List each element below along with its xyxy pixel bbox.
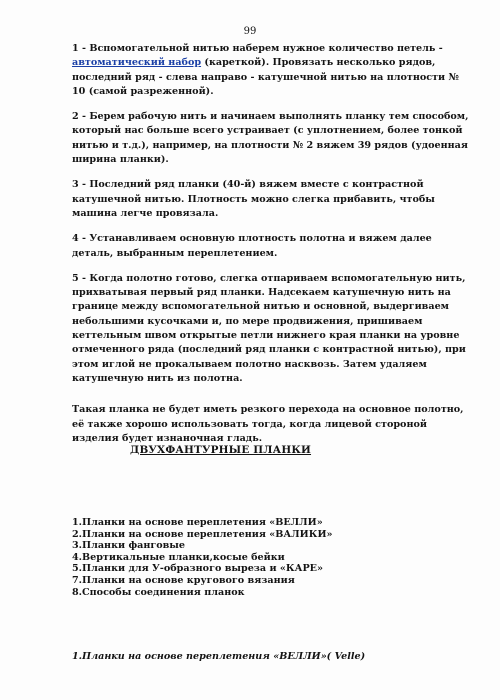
section-title: ДВУХФАНТУРНЫЕ ПЛАНКИ <box>130 444 312 456</box>
toc-item: 2.Планки на основе переплетения «ВАЛИКИ» <box>72 528 333 540</box>
subsection-heading: 1.Планки на основе переплетения «ВЕЛЛИ»( Velle) <box>72 651 366 662</box>
step-1-text <box>72 42 472 99</box>
step-1-prefix: 1 - Вспомогательной нитью наберем нужное количество петель - <box>72 43 443 54</box>
step-1 <box>72 42 472 99</box>
auto-cast-on-link[interactable]: автоматический набор <box>72 57 202 69</box>
toc-item: 3.Планки фанговые <box>72 540 186 552</box>
table-of-contents <box>72 517 432 598</box>
step-1-suffix: (кареткой). Провязать несколько рядов, последний ряд - слева направо - катушечной нитью на плотности № 10 (самой разреженной). <box>72 57 459 97</box>
step-3-text: 3 - Последний ряд планки (40-й) вяжем вместе с контрастной катушечной нитью. Плотность можно слегка прибавить, чтобы машина легче провязала. <box>72 179 435 219</box>
step-5 <box>72 272 472 386</box>
step-4-text: 4 - Устанавливаем основную плотность полотна и вяжем далее деталь, выбранным переплетением. <box>72 233 432 259</box>
toc-item: 4.Вертикальные планки,косые бейки <box>72 551 285 563</box>
step-4 <box>72 232 472 261</box>
step-2 <box>72 110 472 167</box>
step-5-text: 5 - Когда полотно готово, слегка отпариваем вспомогательную нить, прихватывая первый ряд планки. Надсекаем катушечную нить на границе между вспомогательной нитью и основной, выдергиваем небольшими кусочками и, по мере продвижения, пришиваем кеттельным швом открытые петли нижнего края планки на уровне отмеченного ряда (последний ряд планки с контрастной нитью), при этом иглой не прокалываем полотно насквозь. Затем удаляем катушечную нить из полотна. <box>72 272 466 384</box>
closing-note: Такая планка не будет иметь резкого перехода на основное полотно, её также хорошо использовать тогда, когда лицевой стороной изделия будет изнаночная гладь. <box>72 404 464 445</box>
toc-item: 7.Планки на основе кругового вязания <box>72 574 295 586</box>
instructions-body <box>72 42 472 447</box>
step-3 <box>72 178 472 221</box>
toc-item: 5.Планки для У-образного выреза и «КАРЕ» <box>72 563 323 575</box>
toc-item: 8.Способы соединения планок <box>72 586 245 598</box>
step-2-text: 2 - Берем рабочую нить и начинаем выполнять планку тем способом, который нас больше всего устраивает (с уплотнением, более тонкой нитью и т.д.), например, на плотности № 2 вяжем 39 рядов (удоенная ширина планки). <box>72 111 469 166</box>
toc-item: 1.Планки на основе переплетения «ВЕЛЛИ» <box>72 517 323 528</box>
page-number: 99 <box>243 26 257 37</box>
